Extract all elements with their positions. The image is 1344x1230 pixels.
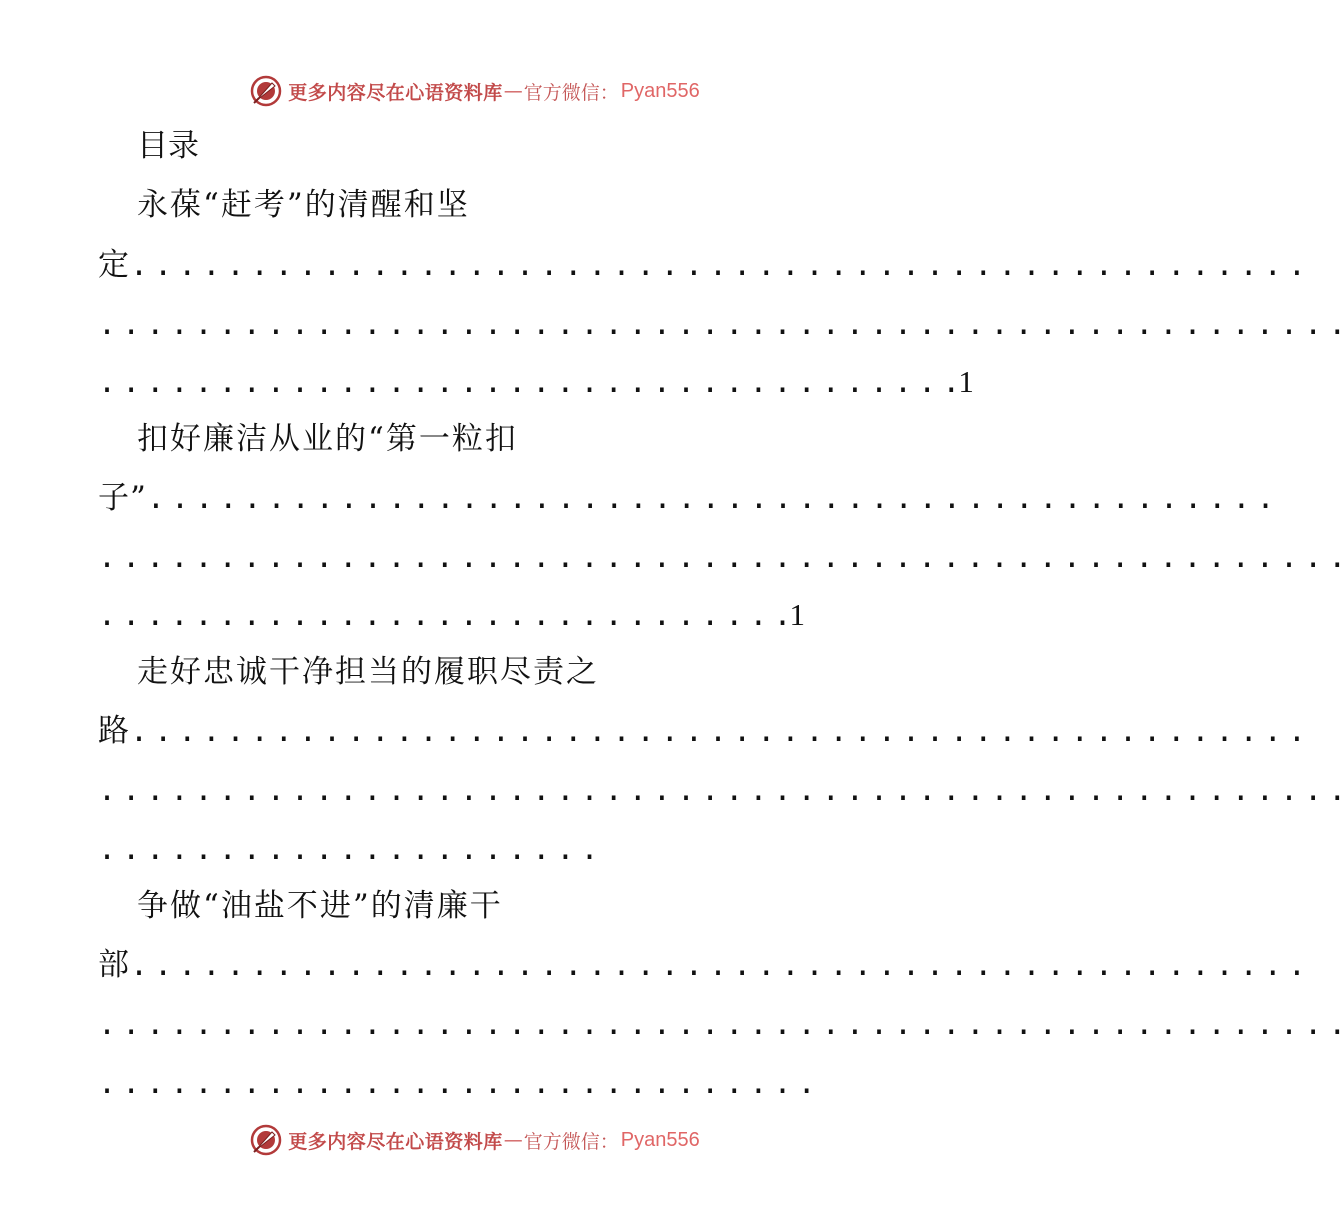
banner-separator: — <box>503 1129 523 1151</box>
dot-leader: . . . . . . . . . . . . . . . . . . . . . . . . . . . . . . . . . . . . . . . . . . . . . . . . . . . . <box>98 540 1341 575</box>
banner-wechat-id: Pyan556 <box>620 79 700 102</box>
banner-slogan: 更多内容尽在心语资料库 <box>288 81 503 104</box>
toc-title: 目录 <box>137 128 199 164</box>
dot-leader: . . . . . . . . . . . . . . . . . . . . . <box>98 832 593 867</box>
toc-entry-line <box>98 941 1300 989</box>
toc-entry-title[interactable]: 扣好廉洁从业的“第一粒扣 <box>137 421 518 457</box>
footer-banner <box>0 1122 950 1158</box>
toc-entry-line <box>98 591 843 639</box>
dot-leader: . . . . . . . . . . . . . . . . . . . . . . . . . . . . . . . . . . . . . . . . . . . . . . . . . <box>130 248 1300 283</box>
toc-entry-line <box>98 241 1300 289</box>
dot-leader: . . . . . . . . . . . . . . . . . . . . . . . . . . . . . . . . . . . . . . . . . . . . . . . . . . . . <box>98 307 1341 342</box>
dot-leader: . . . . . . . . . . . . . . . . . . . . . . . . . . . . . <box>98 598 786 633</box>
toc-line-lead: 路 <box>98 713 130 749</box>
banner-wechat-label: 官方微信： <box>523 81 619 104</box>
dot-leader: . . . . . . . . . . . . . . . . . . . . . . . . . . . . . . . . . . . . . . . . . . . . . . . <box>146 481 1269 516</box>
dot-leader: . . . . . . . . . . . . . . . . . . . . . . . . . . . . . . . . . . . . . . . . . . . . . . . . . <box>130 714 1300 749</box>
toc-entry-line <box>98 300 1341 348</box>
dot-leader: . . . . . . . . . . . . . . . . . . . . . . . . . . . . . . . . . . . . . . . . . . . . . . . . . . . . <box>98 1007 1341 1042</box>
toc-entry-line <box>98 766 1341 814</box>
header-banner <box>0 73 950 109</box>
quill-logo-icon <box>250 1124 282 1156</box>
banner-separator: — <box>503 80 523 102</box>
toc-line-lead: 定 <box>98 247 130 283</box>
toc-entry-line <box>98 533 1341 581</box>
page-number: 1 <box>789 597 806 632</box>
toc-entry-title[interactable]: 走好忠诚干净担当的履职尽责之 <box>137 654 599 690</box>
toc-entry-title[interactable]: 争做“油盐不进”的清廉干 <box>137 888 503 924</box>
toc-entry-line <box>98 707 1300 755</box>
toc-entry-line <box>98 1059 843 1107</box>
toc-entry-line <box>98 358 974 406</box>
banner-slogan: 更多内容尽在心语资料库 <box>288 1130 503 1153</box>
toc-entry-line <box>98 474 1269 522</box>
toc-line-lead: 部 <box>98 947 130 983</box>
dot-leader: . . . . . . . . . . . . . . . . . . . . . . . . . . . . . . . . . . . . . . . . . . . . . . . . . <box>130 948 1300 983</box>
toc-entry-line <box>98 1000 1341 1048</box>
dot-leader: . . . . . . . . . . . . . . . . . . . . . . . . . . . . . . . . . . . . <box>98 365 955 400</box>
quill-logo-icon <box>250 75 282 107</box>
banner-wechat-id: Pyan556 <box>620 1128 700 1151</box>
toc-line-lead: 子” <box>98 480 147 516</box>
banner-wechat-label: 官方微信： <box>523 1130 619 1153</box>
dot-leader: . . . . . . . . . . . . . . . . . . . . . . . . . . . . . . . . . . . . . . . . . . . . . . . . . . . . <box>98 773 1341 808</box>
page-number: 1 <box>958 364 974 399</box>
toc-entry-line <box>98 825 843 873</box>
dot-leader: . . . . . . . . . . . . . . . . . . . . . . . . . . . . . . <box>98 1066 810 1101</box>
toc-entry-title[interactable]: 永葆“赶考”的清醒和坚 <box>137 187 470 223</box>
